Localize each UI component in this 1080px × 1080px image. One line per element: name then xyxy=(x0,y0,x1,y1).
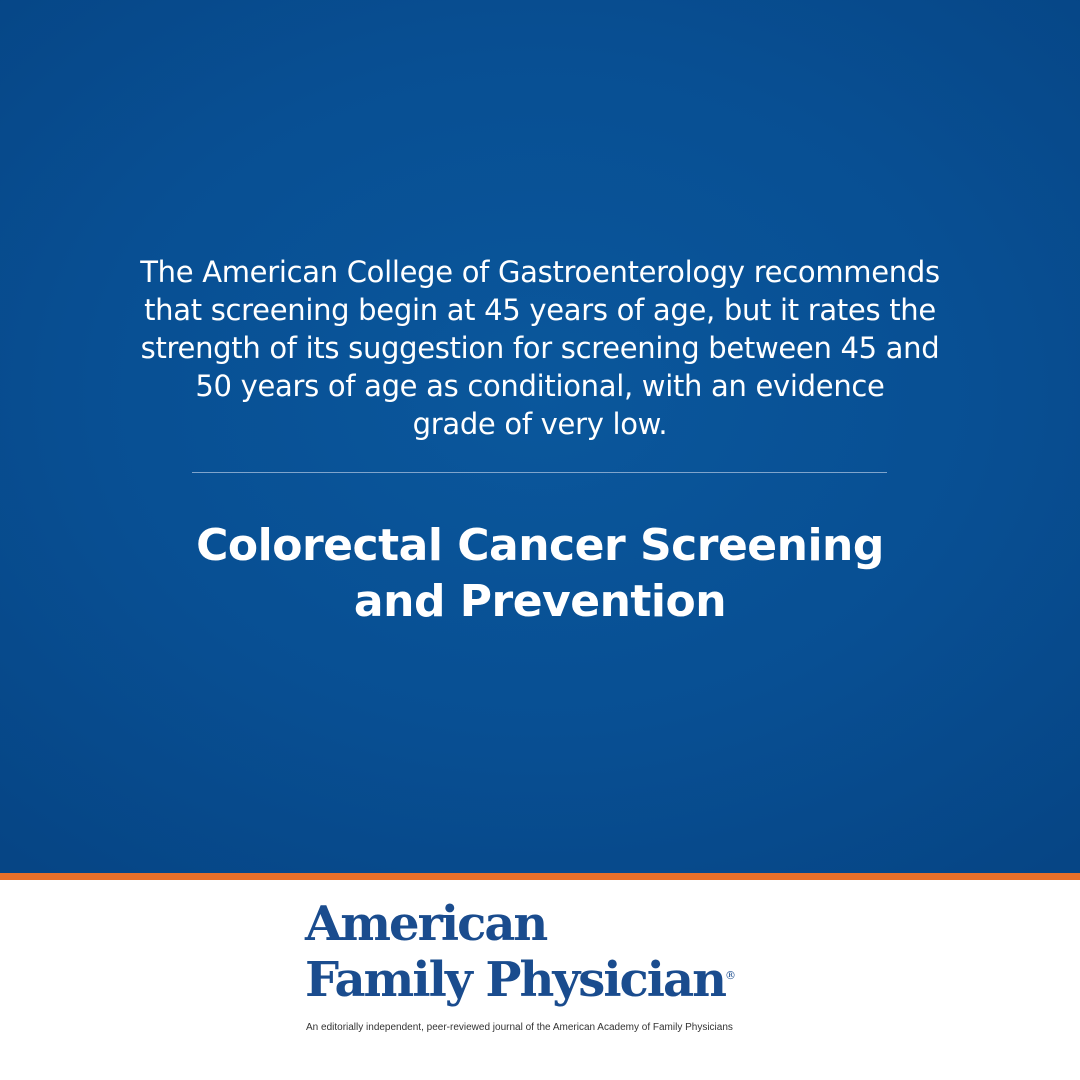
quote-line: The American College of Gastroenterology recommends xyxy=(140,255,940,289)
orange-accent-bar xyxy=(0,873,1080,880)
journal-tagline: An editorially independent, peer-reviewed journal of the American Academy of Family Physicians xyxy=(306,1022,733,1033)
registered-mark: ® xyxy=(725,969,737,982)
quote-line: that screening begin at 45 years of age, but it rates the xyxy=(144,293,936,327)
title-line: Colorectal Cancer Screening xyxy=(196,520,884,571)
article-title xyxy=(120,518,960,630)
journal-logo xyxy=(305,898,736,1006)
quote-line: 50 years of age as conditional, with an evidence xyxy=(195,369,885,403)
quote-line: grade of very low. xyxy=(412,407,668,441)
logo-line-american: American xyxy=(305,896,547,952)
divider xyxy=(192,472,887,473)
quote-line: strength of its suggestion for screening between 45 and xyxy=(140,331,940,365)
logo-line-family-physician xyxy=(305,950,736,1006)
logo-text: Family Physician xyxy=(305,952,726,1008)
footer xyxy=(0,880,1080,1080)
title-line: and Prevention xyxy=(353,576,727,627)
quote-text xyxy=(90,253,990,443)
